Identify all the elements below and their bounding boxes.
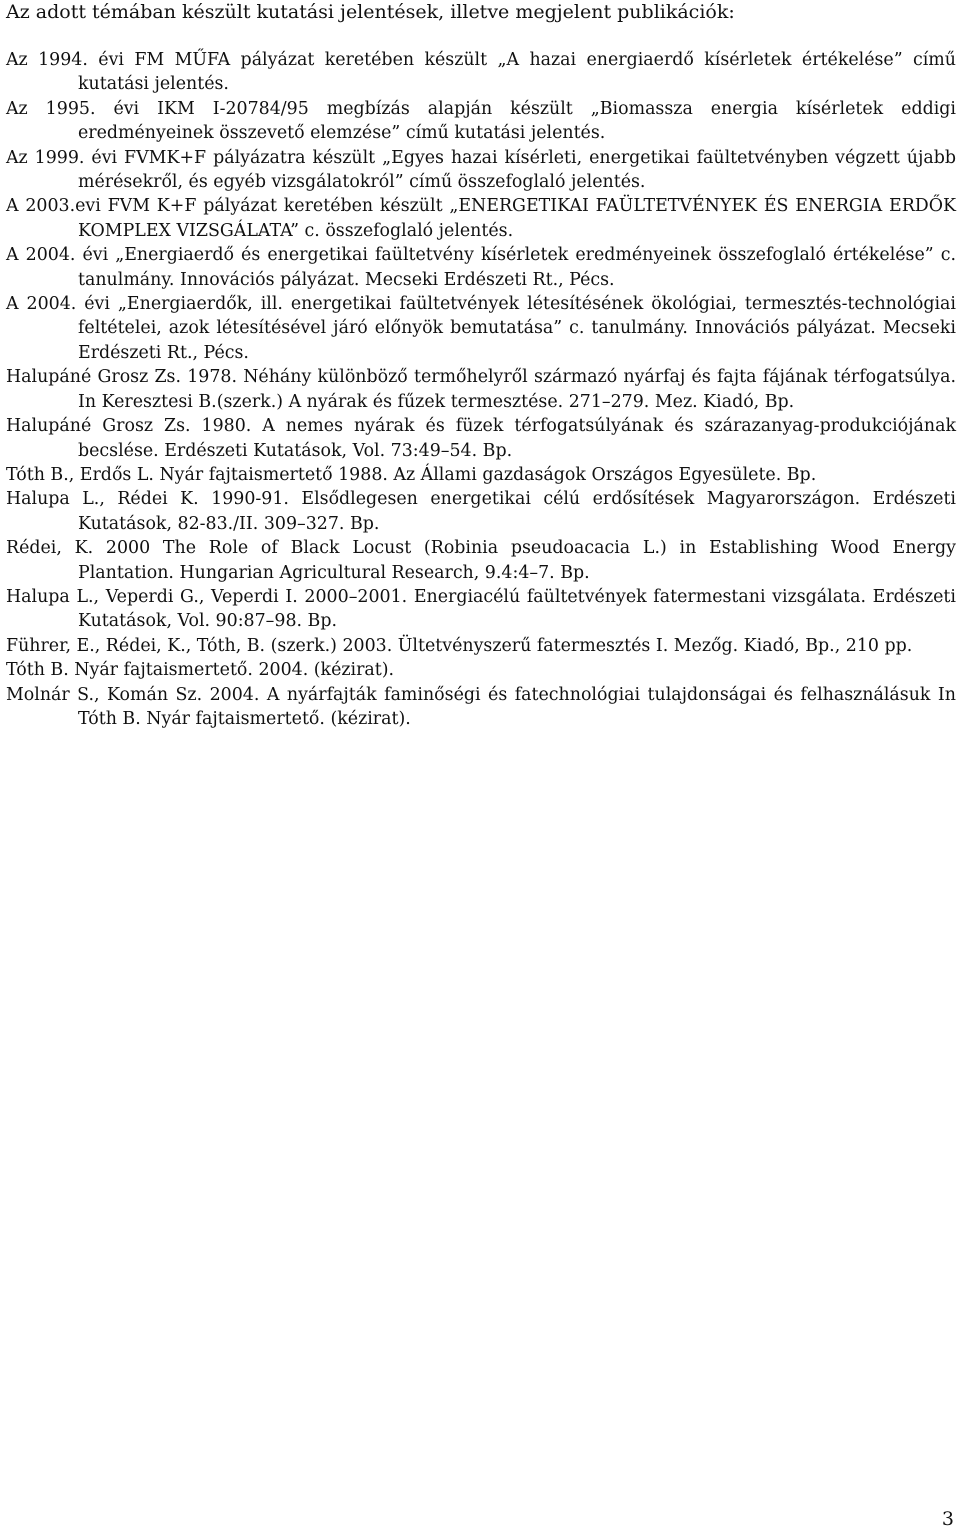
reference-list [6, 48, 956, 731]
reference-item: Halupáné Grosz Zs. 1978. Néhány különböző termőhelyről származó nyárfaj és fajta fájának térfogatsúlya. In Keresztesi B.(szerk.) A nyárak és fűzek termesztése. 271–279. Mez. Kiadó, Bp. [6, 367, 956, 412]
reference-item: A 2004. évi „Energiaerdő és energetikai faültetvény kísérletek eredményeinek összefoglaló értékelése” c. tanulmány. Innovációs pályázat. Mecseki Erdészeti Rt., Pécs. [6, 245, 956, 290]
reference-item: Rédei, K. 2000 The Role of Black Locust (Robinia pseudoacacia L.) in Establishing Wood Energy Plantation. Hungarian Agricultural Research, 9.4:4–7. Bp. [6, 538, 956, 583]
reference-item: Halupa L., Rédei K. 1990-91. Elsődlegesen energetikai célú erdősítések Magyarországon. Erdészeti Kutatások, 82-83./II. 309–327. Bp. [6, 489, 956, 534]
reference-item: Führer, E., Rédei, K., Tóth, B. (szerk.) 2003. Ültetvényszerű fatermesztés I. Mezőg. Kiadó, Bp., 210 pp. [6, 635, 913, 656]
reference-item: Halupa L., Veperdi G., Veperdi I. 2000–2001. Energiacélú faültetvények fatermestani vizsgálata. Erdészeti Kutatások, Vol. 90:87–98. Bp. [6, 586, 956, 632]
reference-item: Az 1995. évi IKM I-20784/95 megbízás alapján készült „Biomassza energia kísérletek eddigi eredményeinek összevető elemzése” című kutatási jelentés. [6, 98, 956, 144]
page-number: 3 [941, 1508, 954, 1530]
reference-item: A 2004. évi „Energiaerdők, ill. energetikai faültetvények létesítésének ökológiai, termesztés-technológiai feltételei, azok létesítésével járó előnyök bemutatása” c. tanulmány. Innovációs pályázat. Mecseki Erdészeti Rt., Pécs. [6, 294, 956, 363]
reference-item: Molnár S., Komán Sz. 2004. A nyárfajták faminőségi és fatechnológiai tulajdonságai és felhasználásuk In Tóth B. Nyár fajtaismertető. (kézirat). [6, 684, 956, 729]
reference-item: Halupáné Grosz Zs. 1980. A nemes nyárak és füzek térfogatsúlyának és szárazanyag-produkciójának becslése. Erdészeti Kutatások, Vol. 73:49–54. Bp. [6, 416, 956, 461]
reference-item: Tóth B., Erdős L. Nyár fajtaismertető 1988. Az Állami gazdaságok Országos Egyesülete. Bp. [6, 464, 817, 485]
reference-item: Tóth B. Nyár fajtaismertető. 2004. (kézirat). [6, 660, 395, 681]
reference-item: Az 1999. évi FVMK+F pályázatra készült „Egyes hazai kísérleti, energetikai faültetvényben végzett újabb mérésekről, és egyéb vizsgálatokról” című összefoglaló jelentés. [6, 147, 956, 193]
page-heading: Az adott témában készült kutatási jelentések, illetve megjelent publikációk: [6, 1, 735, 23]
reference-item: A 2003.evi FVM K+F pályázat keretében készült „ENERGETIKAI FAÜLTETVÉNYEK ÉS ENERGIA ERDŐK KOMPLEX VIZSGÁLATA” c. összefoglaló jelentés. [6, 196, 956, 241]
reference-item: Az 1994. évi FM MŰFA pályázat keretében készült „A hazai energiaerdő kísérletek értékelése” című kutatási jelentés. [6, 50, 956, 95]
